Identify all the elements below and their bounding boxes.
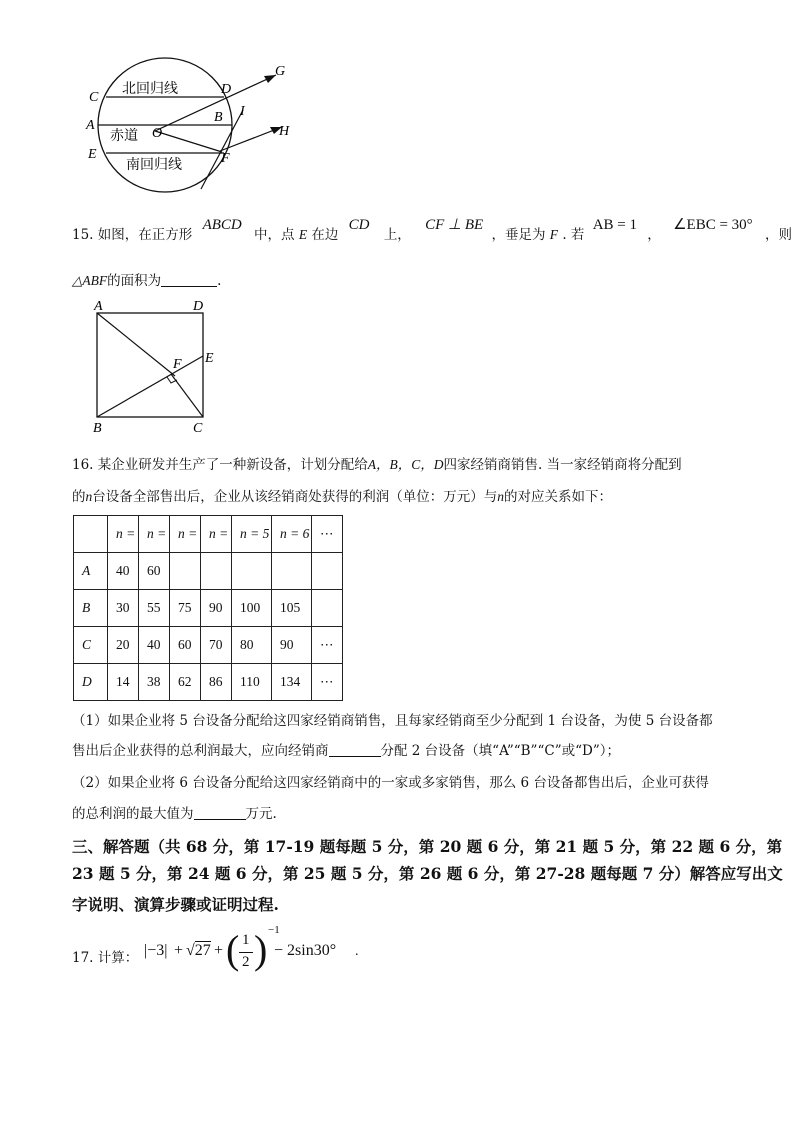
- table-cell: 60: [170, 627, 201, 664]
- label-A: A: [86, 118, 95, 133]
- table-cell: [312, 590, 343, 627]
- q17-frac-bar: [239, 952, 253, 953]
- table-cell: D: [74, 664, 108, 701]
- q15-math-abcd: ABCD: [202, 217, 242, 233]
- label-equator: 赤道: [110, 129, 138, 144]
- section3-heading-line2: 23 题 5 分，第 24 题 6 分，第 25 题 5 分，第 26 题 6 分，第 27-28 题每题 7 分）解答应写出文: [72, 864, 783, 883]
- table-header-cell: [74, 516, 108, 553]
- q17-plus1: +: [174, 942, 184, 959]
- table-header-cell: ⋯: [312, 516, 343, 553]
- table-header-cell: n = 5: [232, 516, 272, 553]
- label-H: H: [279, 124, 290, 139]
- table-cell: ⋯: [312, 627, 343, 664]
- q17-end: .: [355, 944, 359, 959]
- q16-line2: 的n台设备全部售出后，企业从该经销商处获得的利润（单位：万元）与n的对应关系如下：: [72, 489, 612, 505]
- table-cell: [272, 553, 312, 590]
- figure-square: [85, 296, 225, 436]
- seg-BE: [97, 356, 203, 417]
- table-cell: 60: [139, 553, 170, 590]
- label-north: 北回归线: [122, 82, 178, 97]
- section3-heading-line3: 字说明、演算步骤或证明过程.: [72, 895, 279, 914]
- table-cell: 55: [139, 590, 170, 627]
- q17-tail: − 2sin30°: [274, 942, 337, 959]
- q15-line1: 15. 如图，在正方形 ABCD 中，点 E 在边 CD 上， CF ⊥ BE ，垂足为 F . 若 AB = 1 ， ∠EBC = 30° ，则: [72, 217, 792, 243]
- section3-heading-line1: 三、解答题（共 68 分，第 17-19 题每题 5 分，第 20 题 6 分，第 21 题 5 分，第 22 题 6 分，第: [72, 837, 783, 856]
- q17-exponent: −1: [268, 924, 280, 936]
- table-cell: 80: [232, 627, 272, 664]
- table-cell: 70: [201, 627, 232, 664]
- q15-answer-blank[interactable]: [161, 272, 217, 287]
- sq-label-D: D: [193, 299, 204, 314]
- q16-sub2-answer-blank[interactable]: [194, 805, 246, 820]
- table-cell: 40: [139, 627, 170, 664]
- table-header-cell: n = 6: [272, 516, 312, 553]
- table-cell: 40: [108, 553, 139, 590]
- table-cell: [201, 553, 232, 590]
- table-cell: 62: [170, 664, 201, 701]
- sq-label-B: B: [93, 421, 102, 436]
- q17-plus2: +: [214, 942, 224, 959]
- q16-sub1-line2: 售出后企业获得的总利润最大，应向经销商 分配 2 台设备（填“A”“B”“C”或“D”）；: [72, 743, 620, 759]
- label-E: E: [88, 147, 97, 162]
- table-cell: ⋯: [312, 664, 343, 701]
- table-cell: A: [74, 553, 108, 590]
- table-row: [74, 627, 343, 664]
- profit-table: [73, 515, 343, 701]
- table-cell: C: [74, 627, 108, 664]
- sq-label-F: F: [173, 357, 182, 372]
- table-cell: 20: [108, 627, 139, 664]
- q17-paren-right: ): [254, 927, 268, 972]
- line-OF: [155, 131, 222, 152]
- figure-earth-diagram: [80, 55, 300, 205]
- table-cell: 90: [272, 627, 312, 664]
- table-cell: [232, 553, 272, 590]
- table-cell: 14: [108, 664, 139, 701]
- table-cell: 134: [272, 664, 312, 701]
- q15-math-ab: AB = 1: [592, 217, 637, 233]
- table-cell: 90: [201, 590, 232, 627]
- table-cell: 86: [201, 664, 232, 701]
- q16-sub2-line1: （2）如果企业将 6 台设备分配给这四家经销商中的一家或多家销售，那么 6 台设备都售出后，企业可获得: [72, 775, 709, 791]
- label-G: G: [275, 64, 286, 79]
- table-cell: [312, 553, 343, 590]
- q17-paren-left: (: [226, 927, 240, 972]
- label-C: C: [89, 90, 99, 105]
- table-cell: 110: [232, 664, 272, 701]
- sq-label-C: C: [193, 421, 203, 436]
- q16-line1: 16. 某企业研发并生产了一种新设备，计划分配给A，B，C，D四家经销商销售. 当一家经销商将分配到: [72, 457, 682, 473]
- table-header-cell: n =: [170, 516, 201, 553]
- table-row: [74, 664, 343, 701]
- table-cell: B: [74, 590, 108, 627]
- table-header-cell: n =: [139, 516, 170, 553]
- table-header-cell: n =: [201, 516, 232, 553]
- table-cell: 75: [170, 590, 201, 627]
- q17-sqrt: √27: [186, 942, 211, 959]
- table-row: [74, 553, 343, 590]
- q15-line2: △ABF的面积为 .: [72, 273, 222, 289]
- q16-sub1-answer-blank[interactable]: [329, 742, 381, 757]
- q17-frac-den: 2: [242, 954, 250, 970]
- label-B: B: [214, 110, 223, 125]
- q15-math-cd: CD: [348, 217, 370, 233]
- label-O: O: [152, 126, 163, 141]
- q16-sub1-line1: （1）如果企业将 5 台设备分配给这四家经销商销售，且每家经销商至少分配到 1 台设备，为使 5 台设备都: [72, 713, 713, 729]
- table-cell: [170, 553, 201, 590]
- q17-abs-value: |−3|: [144, 942, 168, 959]
- q15-math-angle: ∠EBC = 30°: [673, 217, 753, 233]
- table-header-row: [74, 516, 343, 553]
- label-D: D: [221, 82, 232, 97]
- label-south: 南回归线: [126, 158, 182, 173]
- table-cell: 38: [139, 664, 170, 701]
- seg-AF: [97, 313, 175, 376]
- q17-prefix: 17. 计算：: [72, 950, 139, 966]
- sq-label-E: E: [205, 351, 214, 366]
- table-row: [74, 590, 343, 627]
- label-F: F: [221, 151, 230, 166]
- label-I: I: [240, 104, 245, 119]
- table-header-cell: n =: [108, 516, 139, 553]
- q15-math-perp: CF ⊥ BE: [425, 217, 484, 233]
- table-cell: 30: [108, 590, 139, 627]
- sq-label-A: A: [94, 299, 103, 314]
- q17-frac-num: 1: [242, 932, 250, 948]
- table-cell: 100: [232, 590, 272, 627]
- q16-sub2-line2: 的总利润的最大值为 万元.: [72, 806, 277, 822]
- table-cell: 105: [272, 590, 312, 627]
